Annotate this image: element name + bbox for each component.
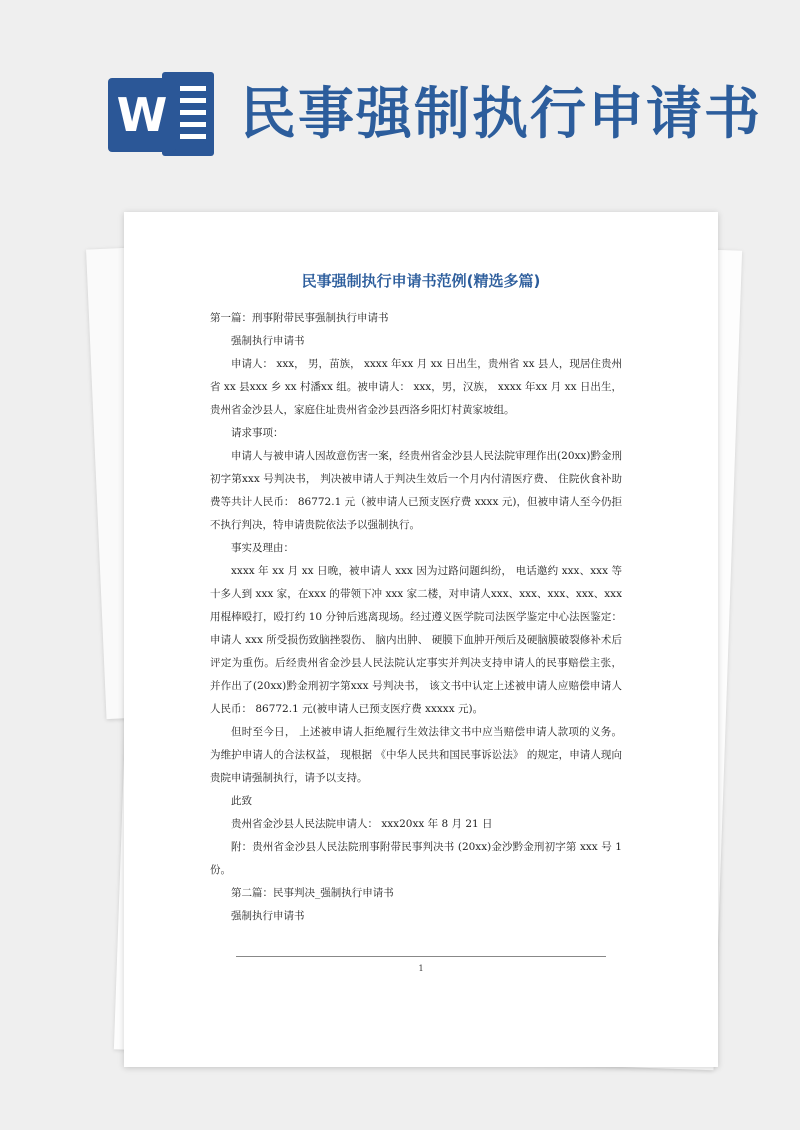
- document-title: 民事强制执行申请书范例(精选多篇): [301, 272, 541, 290]
- page-number: 1: [418, 964, 424, 973]
- document-paragraph: 此致: [231, 795, 252, 807]
- document-paragraph: 申请人： xxx， 男，苗族， xxxx 年xx 月 xx 日出生，贵州省 xx 县人，现居住贵州省 xx 县xxx 乡 xx 村潘xx 组。被申请人： xxx，男，汉族， xxxx 年xx 月 xx 日出生，贵州省金沙县人，家庭住址贵州省金沙县西洛乡阳灯村黄家坡组。: [210, 358, 622, 416]
- document-paragraph: 事实及理由：: [231, 542, 294, 554]
- document-page: [124, 212, 718, 1067]
- document-paragraph: 强制执行申请书: [231, 335, 305, 347]
- document-paragraph: 第二篇：民事判决_强制执行申请书: [231, 887, 394, 899]
- footer-divider: [236, 956, 606, 957]
- word-icon-letter: W: [108, 78, 176, 152]
- document-paragraph: 第一篇：刑事附带民事强制执行申请书: [210, 312, 389, 324]
- document-paragraph: 强制执行申请书: [231, 910, 305, 922]
- document-paragraph: 请求事项：: [231, 427, 284, 439]
- banner: [0, 0, 800, 200]
- document-paragraph: 附：贵州省金沙县人民法院刑事附带民事判决书 (20xx)金沙黔金刑初字第 xxx 号 1 份。: [210, 841, 622, 876]
- document-paragraph: 贵州省金沙县人民法院申请人： xxx20xx 年 8 月 21 日: [231, 818, 493, 830]
- document-paragraph: 但时至今日， 上述被申请人拒绝履行生效法律文书中应当赔偿申请人款项的义务。 为维护申请人的合法权益， 现根据 《中华人民共和国民事诉讼法》 的规定，申请人现向贵院申请强制执行，请予以支持。: [210, 726, 622, 784]
- document-paragraph: 申请人与被申请人因故意伤害一案，经贵州省金沙县人民法院审理作出(20xx)黔金刑初字第xxx 号判决书， 判决被申请人于判决生效后一个月内付清医疗费、 住院伙食补助费等共计人民币： 86772.1 元（被申请人已预支医疗费 xxxx 元)，但被申请人至今仍拒不执行判决，特申请贵院依法予以强制执行。: [210, 450, 622, 531]
- document-body: [210, 307, 622, 928]
- document-paragraph: xxxx 年 xx 月 xx 日晚，被申请人 xxx 因为过路问题纠纷， 电话邀约 xxx、xxx 等十多人到 xxx 家，在xxx 的带领下冲 xxx 家二楼，对申请人xxx、xxx、xxx、xxx、xxx 用棍棒殴打，殴打约 10 分钟后逃离现场。经过遵义医学院司法医学鉴定中心法医鉴定： 申请人 xxx 所受损伤致脑挫裂伤、 脑内出肿、 硬膜下血肿开颅后及硬脑膜破裂修补术后评定为重伤。后经贵州省金沙县人民法院认定事实并判决支持申请人的民事赔偿主张， 并作出了(20xx)黔金刑初字第xxx 号判决书， 该文书中认定上述被申请人应赔偿申请人人民币： 86772.1 元(被申请人已预支医疗费 xxxxx 元)。: [210, 565, 622, 715]
- banner-title: 民事强制执行申请书: [240, 82, 762, 147]
- word-document-icon: [108, 72, 214, 156]
